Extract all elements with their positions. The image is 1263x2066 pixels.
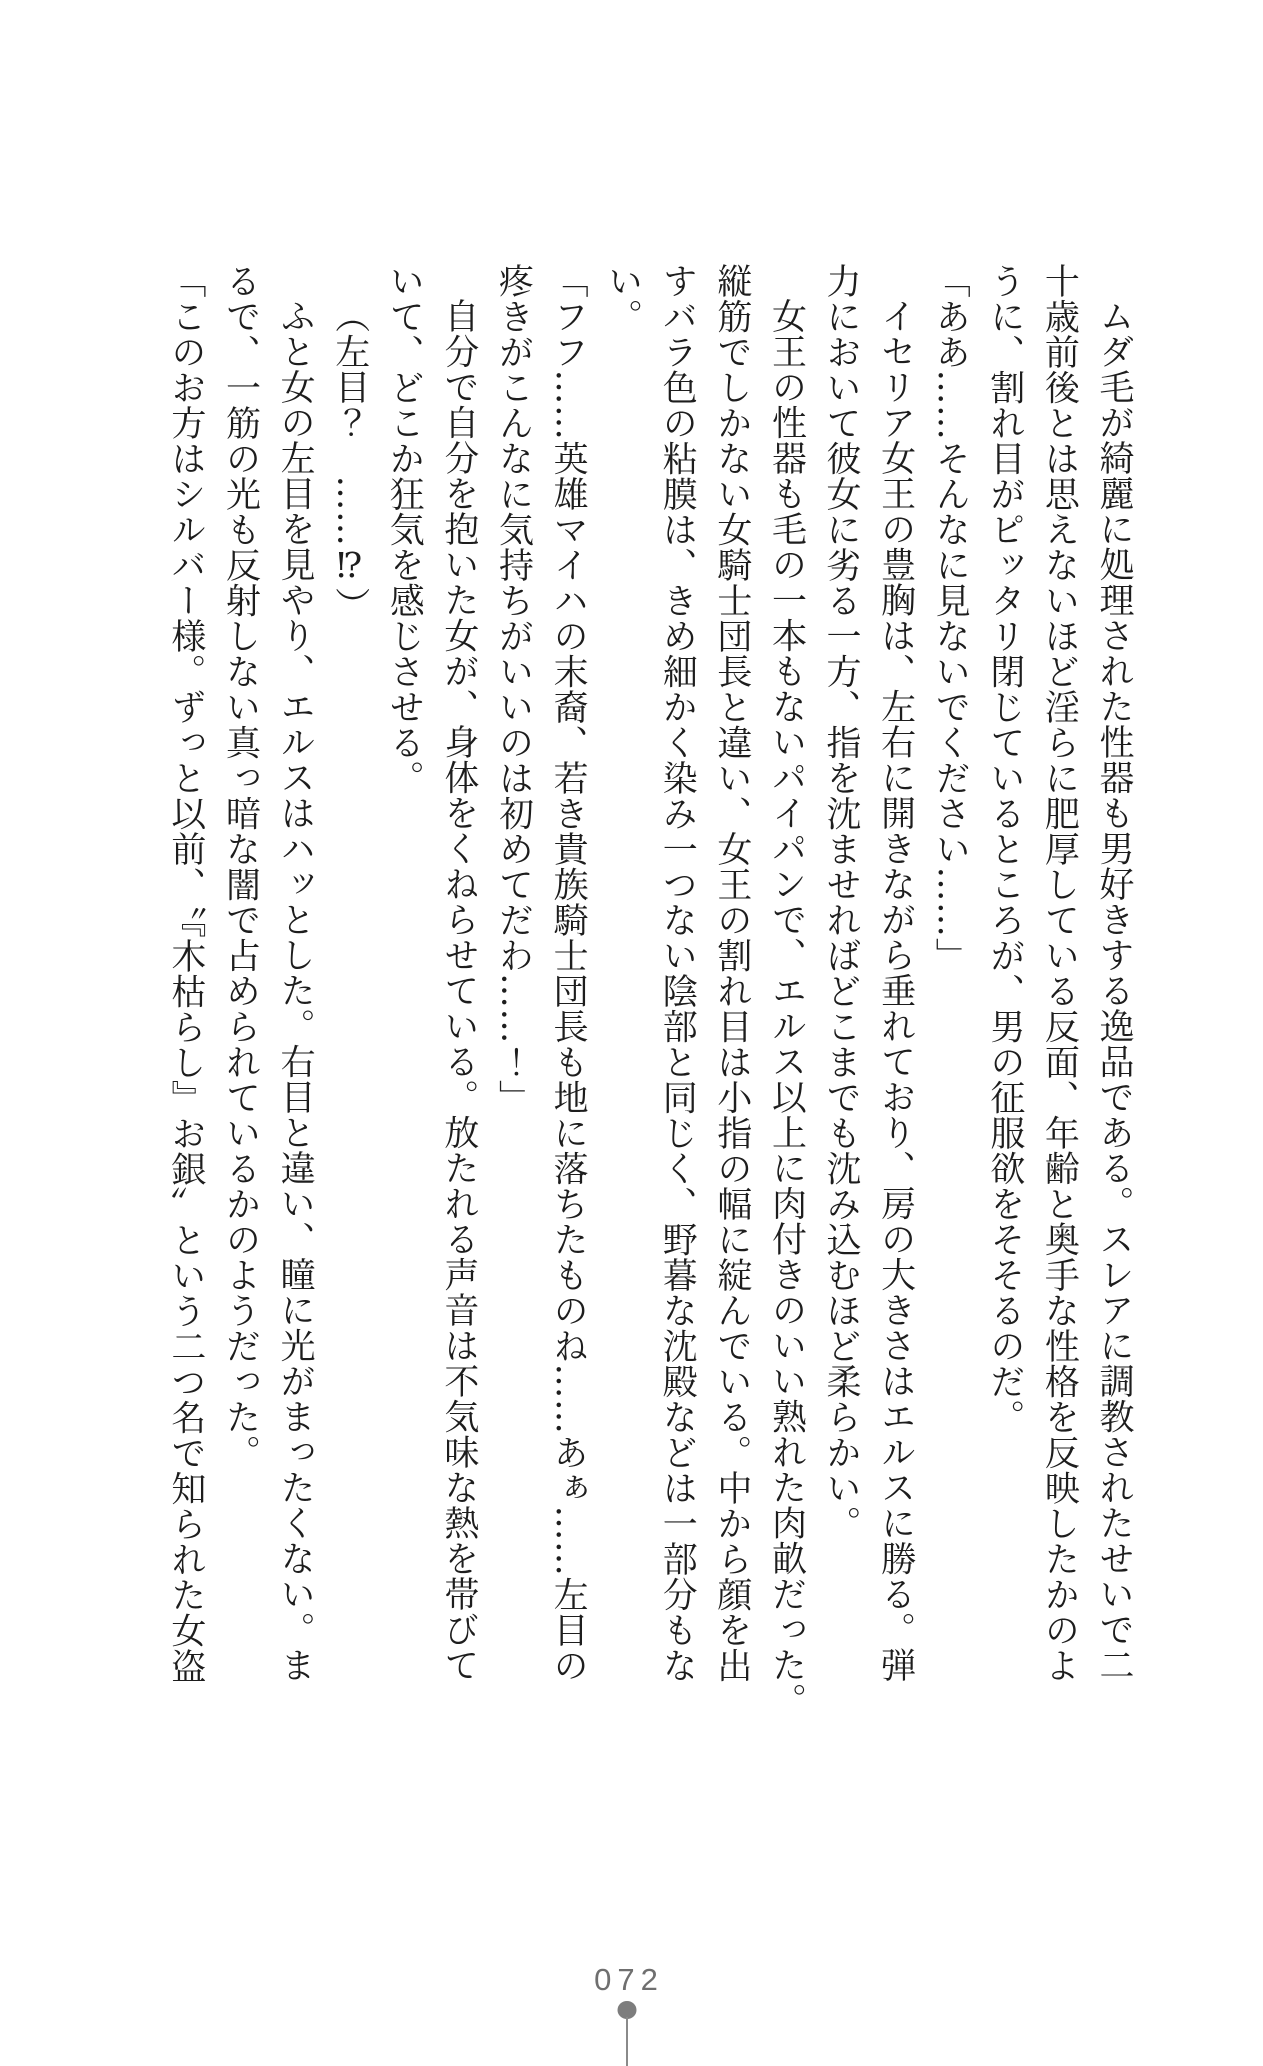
- text-line: 力において彼女に劣る一方、指を沈ませればどこまでも沈み込むほど柔らかい。: [821, 263, 862, 1541]
- text-line: 「フフ……英雄マイハの末裔、若き貴族騎士団長も地に落ちたものね……あぁ……左目の: [548, 263, 589, 1683]
- page-number: 072: [594, 1962, 664, 1997]
- text-columns: [158, 263, 1141, 1763]
- text-line: 十歳前後とは思えないほど淫らに肥厚している反面、年齢と奥手な性格を反映したかのよ: [1039, 263, 1080, 1683]
- footer-rule: [626, 2017, 628, 2066]
- text-line: るで、一筋の光も反射しない真っ暗な闇で占められているかのようだった。: [220, 263, 261, 1470]
- text-line: いて、どこか狂気を感じさせる。: [384, 263, 425, 796]
- text-line: すバラ色の粘膜は、きめ細かく染み一つない陰部と同じく、野暮な沈殿などは一部分もな: [657, 263, 698, 1683]
- text-line: 自分で自分を抱いた女が、身体をくねらせている。放たれる声音は不気味な熱を帯びて: [438, 298, 479, 1683]
- text-line: うに、割れ目がピッタリ閉じているところが、男の征服欲をそそるのだ。: [984, 263, 1025, 1435]
- text-line: い。: [602, 263, 643, 334]
- text-line: 疼きがこんなに気持ちがいいのは初めてだわ……！」: [493, 263, 534, 1115]
- text-line: （左目？ ……⁉）: [329, 298, 370, 623]
- text-line: ふと女の左目を見やり、エルスはハッとした。右目と違い、瞳に光がまったくない。ま: [275, 298, 316, 1683]
- text-line: ムダ毛が綺麗に処理された性器も男好きする逸品である。スレアに調教されたせいで二: [1094, 298, 1134, 1683]
- text-line: 縦筋でしかない女騎士団長と違い、女王の割れ目は小指の幅に綻んでいる。中から顔を出: [711, 263, 752, 1683]
- text-line: 「このお方はシルバー様。ずっと以前、〝『木枯らし』お銀〟という二つ名で知られた女盗: [165, 263, 206, 1684]
- text-line: 「ああ……そんなに見ないでください……」: [930, 263, 971, 973]
- text-line: 女王の性器も毛の一本もないパイパンで、エルス以上に肉付きのいい熟れた肉畝だった。: [766, 298, 807, 1718]
- text-line: イセリア女王の豊胸は、左右に開きながら垂れており、房の大きさはエルスに勝る。弾: [875, 298, 916, 1683]
